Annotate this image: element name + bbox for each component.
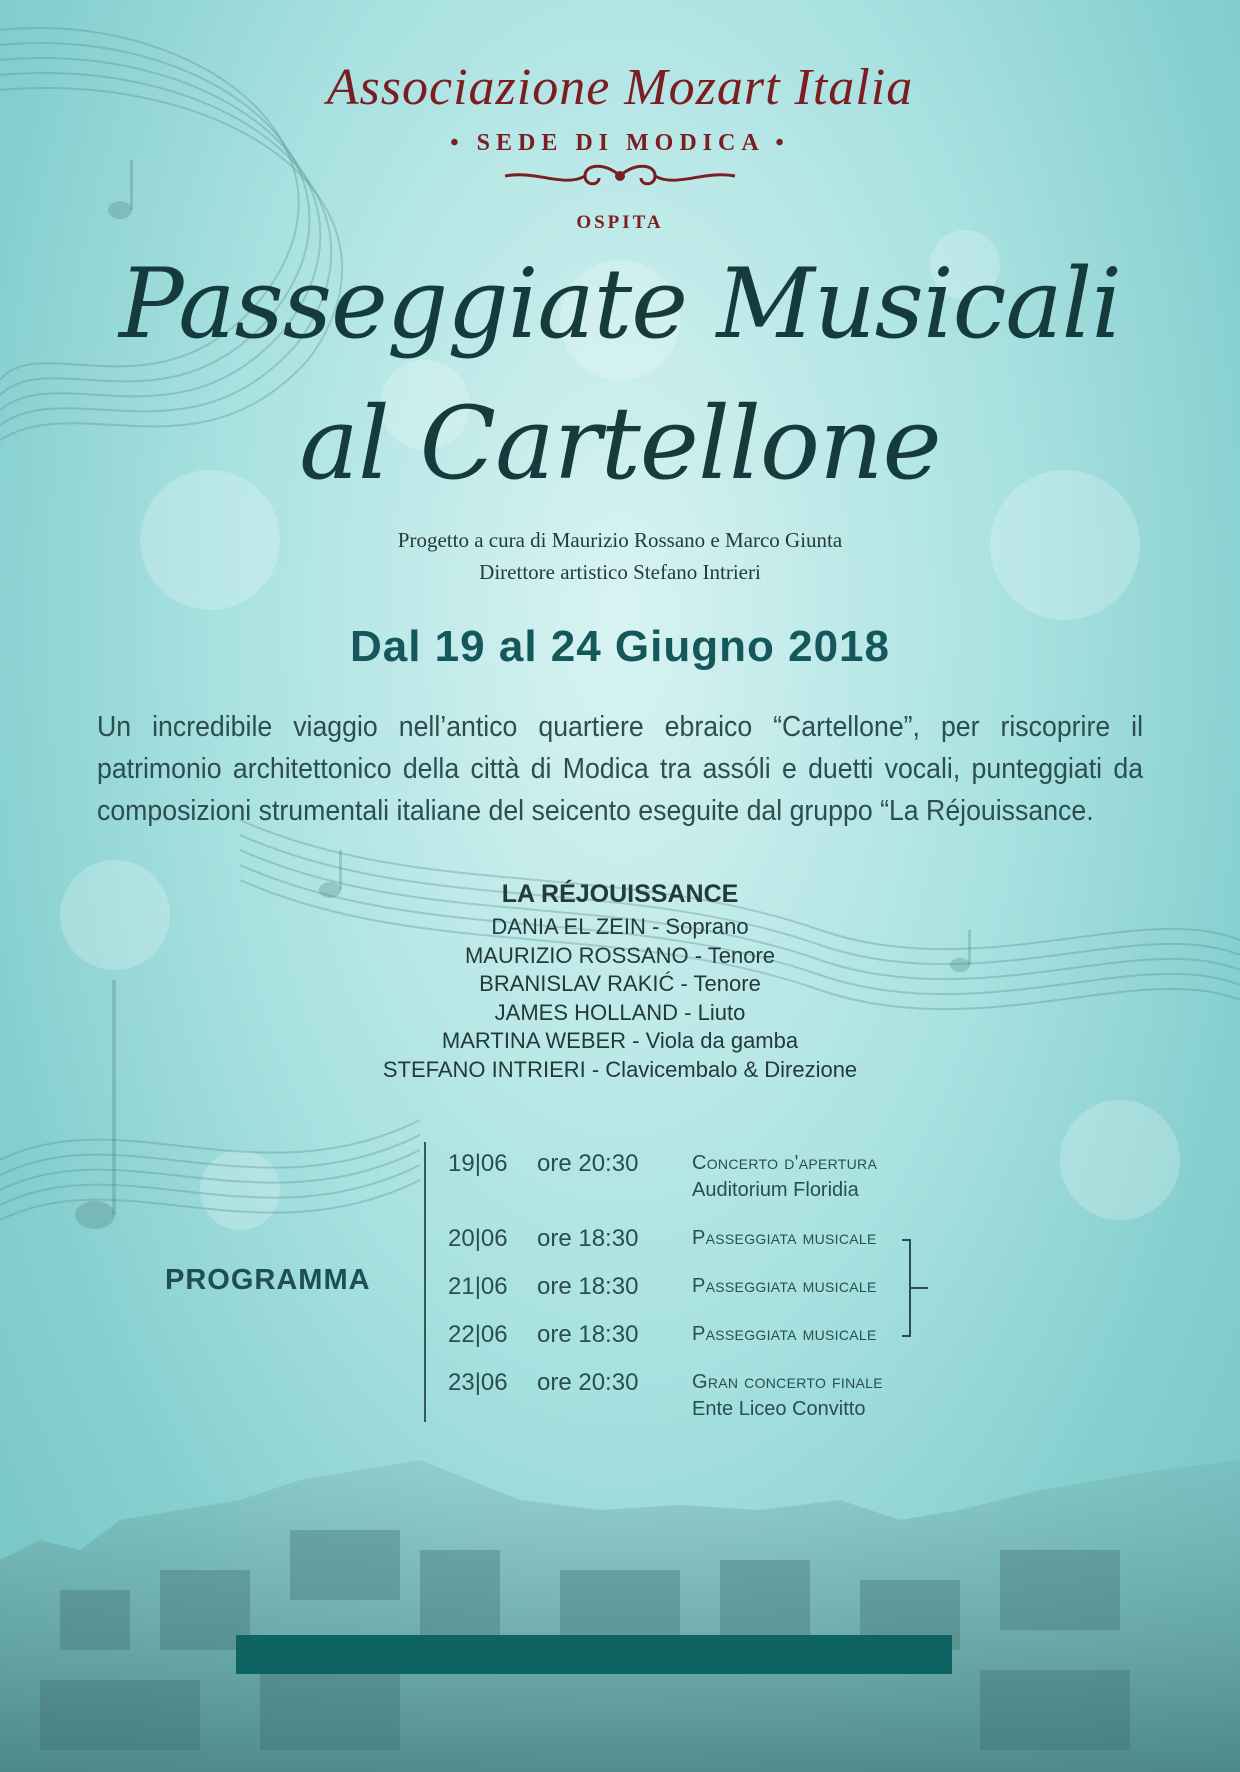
town-skyline-illustration [0, 1440, 1240, 1772]
ensemble-member: BRANISLAV RAKIĆ - Tenore [479, 971, 761, 996]
title-line-1: Passeggiate Musicali [118, 248, 1122, 360]
event-venue: Ente Liceo Convitto [692, 1398, 866, 1420]
ensemble-member: MAURIZIO ROSSANO - Tenore [464, 942, 776, 968]
ensemble-member: DANIA EL ZEIN - Soprano [491, 914, 749, 939]
flourish-ornament [495, 160, 745, 192]
program-divider [424, 1142, 426, 1422]
event-title: Gran concerto finale [692, 1371, 883, 1393]
footer-bar [236, 1635, 952, 1674]
event-dates: Dal 19 al 24 Giugno 2018 [349, 622, 890, 671]
event-title: Passeggiata musicale [692, 1323, 877, 1345]
event-date: 22|06 [448, 1321, 508, 1348]
ensemble-block [0, 880, 1240, 1084]
event-time: ore 18:30 [537, 1321, 639, 1348]
association-name: Associazione Mozart Italia [326, 59, 914, 116]
ensemble-member: MARTINA WEBER - Viola da gamba [441, 1028, 799, 1053]
title-line-2: al Cartellone [299, 385, 941, 502]
event-time: ore 18:30 [537, 1273, 639, 1300]
ensemble-name: LA RÉJOUISSANCE [501, 880, 739, 908]
intro-paragraph: Un incredibile viaggio nell’antico quartiere ebraico “Cartellone”, per riscoprire il patrimonio architettonico della città di Modica tra assóli e duetti vocali, punteggiati da composizioni strumentali italiane del seicento eseguite dal gruppo “La Réjouissance. [97, 711, 1144, 827]
bracket-icon [902, 1239, 932, 1339]
event-time: ore 20:30 [537, 1150, 639, 1177]
event-title: Concerto d'apertura [692, 1152, 878, 1174]
event-date: 21|06 [448, 1273, 508, 1300]
program-label: PROGRAMMA [165, 1264, 371, 1296]
event-title: Passeggiata musicale [692, 1275, 877, 1297]
director-credit: Direttore artistico Stefano Intrieri [479, 560, 761, 584]
ensemble-member: STEFANO INTRIERI - Clavicembalo & Direzione [382, 1056, 858, 1082]
event-title: Passeggiata musicale [692, 1227, 877, 1249]
ensemble-member: JAMES HOLLAND - Liuto [494, 999, 746, 1025]
hosts-label: OSPITA [576, 212, 664, 233]
event-date: 19|06 [448, 1150, 508, 1177]
event-date: 20|06 [448, 1225, 508, 1252]
project-credit: Progetto a cura di Maurizio Rossano e Marco Giunta [397, 528, 843, 552]
event-time: ore 20:30 [537, 1369, 639, 1396]
event-date: 23|06 [448, 1369, 508, 1396]
event-venue: Auditorium Floridia [692, 1179, 859, 1201]
seat-label: • SEDE DI MODICA • [450, 130, 790, 156]
event-time: ore 18:30 [537, 1225, 639, 1252]
